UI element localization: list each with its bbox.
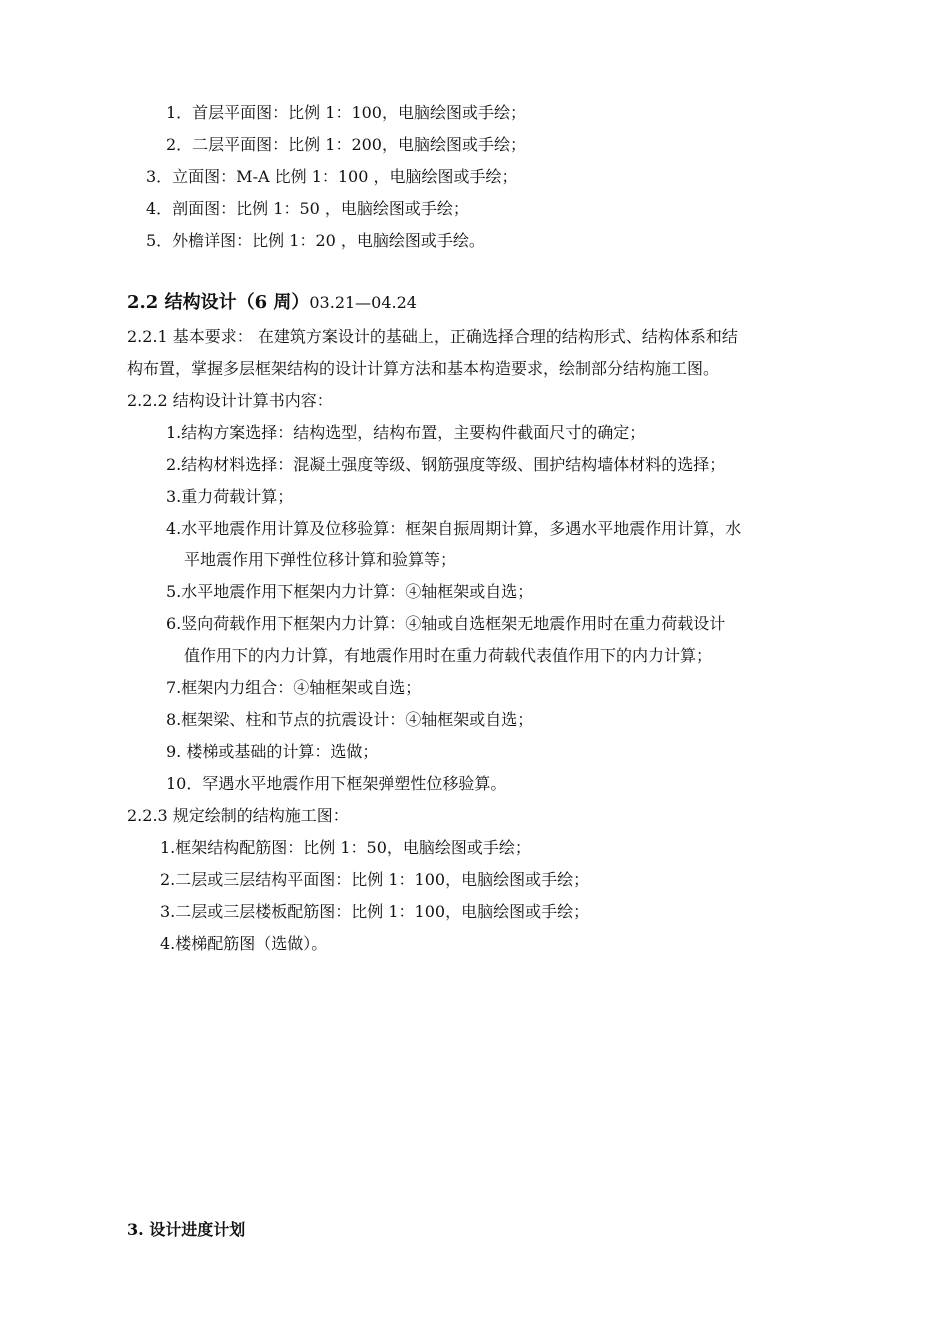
drawing-list-item-4: 4．剖面图：比例 1：50 ，电脑绘图或手绘； (146, 199, 469, 218)
section-heading (127, 292, 417, 314)
drawing-list-item-2: 2．二层平面图：比例 1：200，电脑绘图或手绘； (166, 135, 526, 154)
drawing-item: 2.二层或三层结构平面图：比例 1：100，电脑绘图或手绘； (160, 870, 590, 889)
section-dates: 03.21—04.24 (309, 293, 417, 312)
calc-item: 3.重力荷载计算； (166, 487, 294, 506)
drawing-list-item-3: 3．立面图：M-A 比例 1：100 ，电脑绘图或手绘； (146, 167, 518, 186)
calc-item-continuation: 平地震作用下弹性位移计算和验算等； (184, 550, 457, 569)
basic-requirement-line-1: 2.2.1 基本要求： 在建筑方案设计的基础上，正确选择合理的结构形式、结构体系和结 (127, 327, 738, 346)
drawing-list-item-1: 1．首层平面图：比例 1：100，电脑绘图或手绘； (166, 103, 526, 122)
calc-item: 2.结构材料选择：混凝土强度等级、钢筋强度等级、围护结构墙体材料的选择； (166, 455, 726, 474)
basic-requirement-line-2: 构布置，掌握多层框架结构的设计计算方法和基本构造要求，绘制部分结构施工图。 (127, 359, 720, 378)
calc-item: 1.结构方案选择：结构选型，结构布置，主要构件截面尺寸的确定； (166, 423, 646, 442)
drawing-item: 1.框架结构配筋图：比例 1：50，电脑绘图或手绘； (160, 838, 531, 857)
calc-item: 7.框架内力组合：④轴框架或自选； (166, 678, 422, 697)
calc-item: 8.框架梁、柱和节点的抗震设计：④轴框架或自选； (166, 710, 534, 729)
drawing-item: 4.楼梯配筋图（选做）。 (160, 934, 328, 953)
section-3-title: 3. 设计进度计划 (127, 1220, 246, 1239)
drawings-title: 2.2.3 规定绘制的结构施工图： (127, 806, 349, 825)
calc-item-continuation: 值作用下的内力计算，有地震作用时在重力荷载代表值作用下的内力计算； (184, 646, 713, 665)
drawing-item: 3.二层或三层楼板配筋图：比例 1：100，电脑绘图或手绘； (160, 902, 590, 921)
calc-item: 4.水平地震作用计算及位移验算：框架自振周期计算，多遇水平地震作用计算，水 (166, 519, 742, 538)
calc-item: 6.竖向荷载作用下框架内力计算：④轴或自选框架无地震作用时在重力荷载设计 (166, 614, 726, 633)
calc-item: 5.水平地震作用下框架内力计算：④轴框架或自选； (166, 582, 534, 601)
drawing-list-item-5: 5．外檐详图：比例 1：20 ，电脑绘图或手绘。 (146, 231, 485, 250)
calc-content-title: 2.2.2 结构设计计算书内容： (127, 391, 333, 410)
calc-item: 10．罕遇水平地震作用下框架弹塑性位移验算。 (166, 774, 507, 793)
section-title: 2.2 结构设计（6 周） (127, 292, 310, 313)
calc-item: 9. 楼梯或基础的计算：选做； (166, 742, 379, 761)
